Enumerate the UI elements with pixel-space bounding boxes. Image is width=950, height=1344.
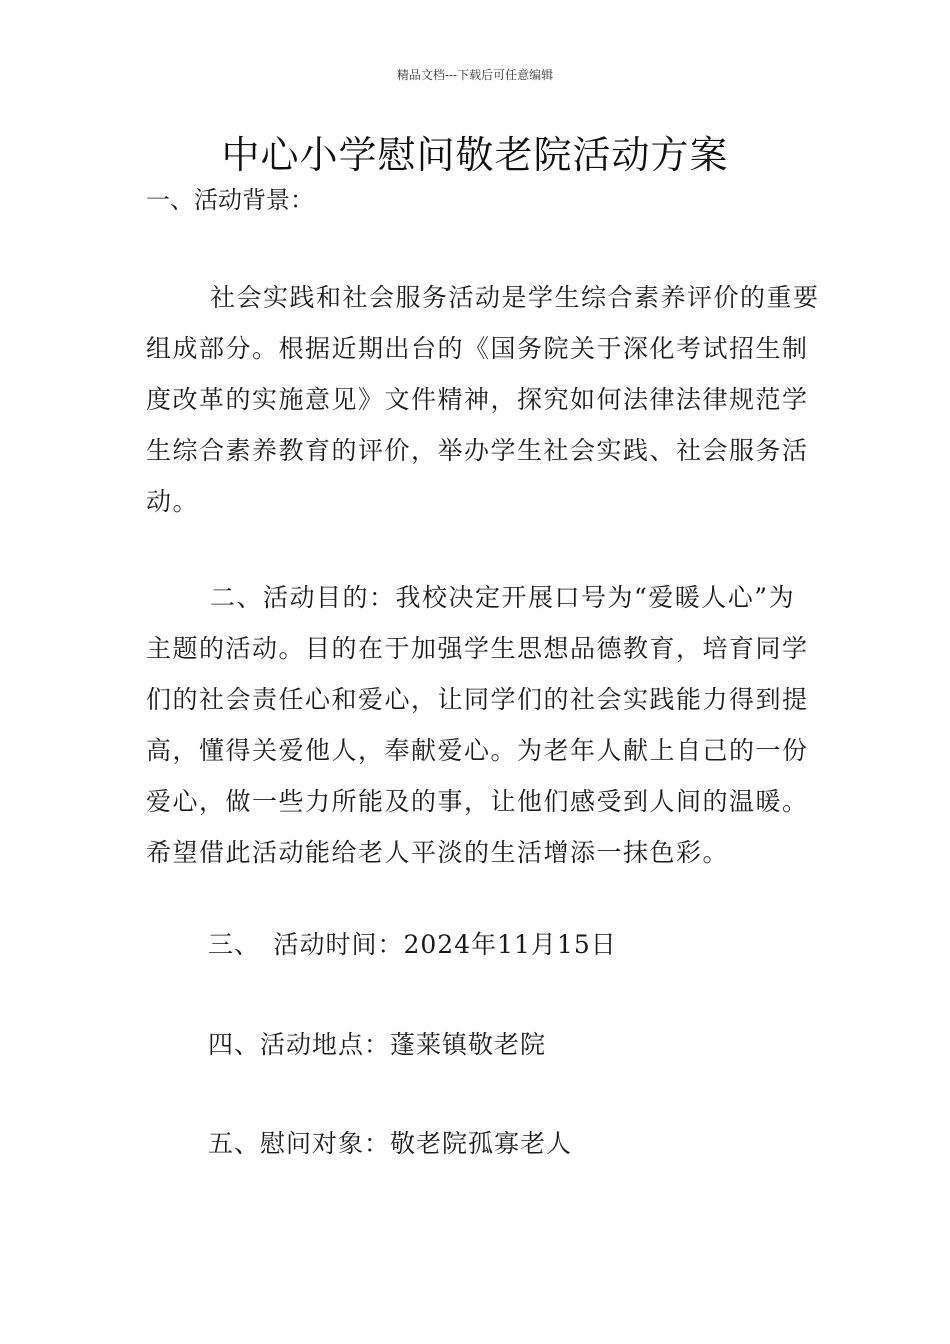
paragraph-line: 爱心，做一些力所能及的事，让他们感受到人间的温暖。 xyxy=(146,787,809,816)
paragraph-background xyxy=(146,272,820,527)
document-title: 中心小学慰问敬老院活动方案 xyxy=(221,133,729,177)
paragraph-line: 生综合素养教育的评价，举办学生社会实践、社会服务活 xyxy=(146,436,809,465)
activity-target: 五、慰问对象：敬老院孤寡老人 xyxy=(208,1129,573,1158)
paragraph-line: 二、活动目的：我校决定开展口号为“爱暖人心”为 xyxy=(210,583,796,612)
section-heading-background: 一、活动背景： xyxy=(146,186,314,214)
paragraph-line: 们的社会责任心和爱心，让同学们的社会实践能力得到提 xyxy=(146,685,809,714)
paragraph-line: 社会实践和社会服务活动是学生综合素养评价的重要 xyxy=(210,283,820,312)
paragraph-line: 度改革的实施意见》文件精神，探究如何法律法律规范学 xyxy=(146,385,809,414)
activity-place: 四、活动地点：蓬莱镇敬老院 xyxy=(208,1030,547,1059)
paragraph-line: 希望借此活动能给老人平淡的生活增添一抹色彩。 xyxy=(146,838,730,867)
header-note: 精品文档---下载后可任意编辑 xyxy=(396,68,554,82)
paragraph-line: 组成部分。根据近期出台的《国务院关于深化考试招生制 xyxy=(146,334,809,363)
paragraph-line: 高，懂得关爱他人，奉献爱心。为老年人献上自己的一份 xyxy=(146,736,809,765)
paragraph-line: 动。 xyxy=(146,487,200,516)
paragraph-line: 主题的活动。目的在于加强学生思想品德教育，培育同学 xyxy=(146,634,809,663)
activity-time: 三、 活动时间：2024年11月15日 xyxy=(208,930,617,959)
paragraph-purpose xyxy=(146,572,809,878)
